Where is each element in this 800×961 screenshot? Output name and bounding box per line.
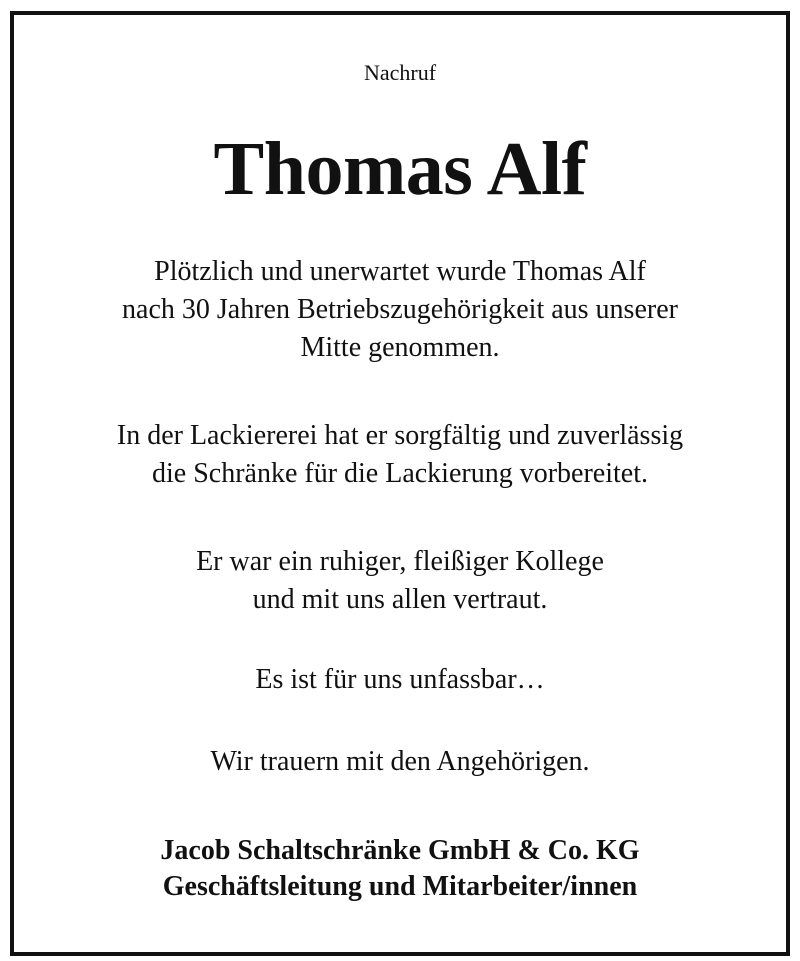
- paragraph-disbelief: Es ist für uns unfassbar…: [255, 664, 545, 695]
- paragraph-intro: Plötzlich und unerwartet wurde Thomas Alf nach 30 Jahren Betriebszugehörigkeit aus unserer Mitte genommen.: [122, 256, 678, 363]
- signature-block: [14, 833, 786, 905]
- obituary-notice: [14, 15, 786, 952]
- signature-company: Jacob Schaltschränke GmbH & Co. KG: [160, 835, 640, 866]
- signature-line: Geschäftsleitung und Mitarbeiter/innen: [162, 871, 638, 902]
- deceased-name: Thomas Alf: [213, 127, 587, 211]
- paragraph-work: In der Lackiererei hat er sorgfältig und zuverlässig die Schränke für die Lackierung vorbereitet.: [116, 420, 684, 489]
- notice-label: Nachruf: [363, 60, 437, 85]
- paragraph-mourning: Wir trauern mit den Angehörigen.: [210, 746, 590, 777]
- paragraph-character: Er war ein ruhiger, fleißiger Kollege und mit uns allen vertraut.: [196, 546, 604, 615]
